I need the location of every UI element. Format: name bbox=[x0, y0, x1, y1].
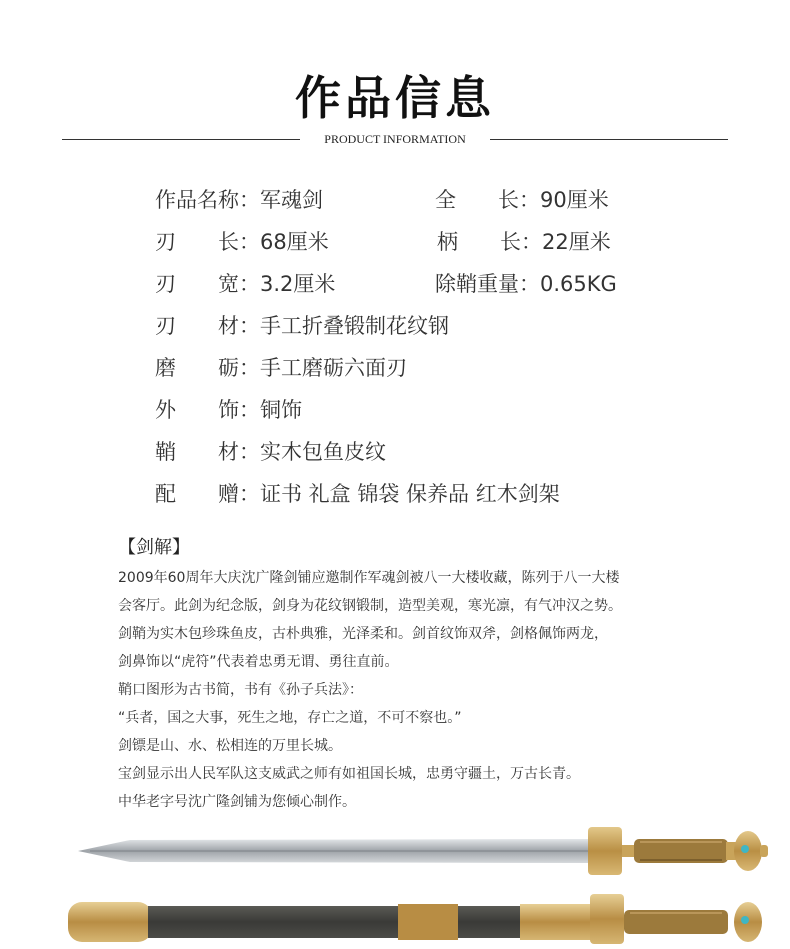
scabbard-locket bbox=[398, 904, 458, 940]
description-line-3: 剑鞘为实木包珍珠鱼皮，古朴典雅，光泽柔和。剑首纹饰双斧，剑格佩饰两龙， bbox=[118, 626, 608, 642]
spec-blade-material: 刃 材：手工折叠锻制花纹钢 bbox=[155, 314, 449, 338]
scabbard-body bbox=[148, 906, 558, 938]
spec-accessories: 配 赠：证书 礼盒 锦袋 保养品 红木剑架 bbox=[155, 482, 560, 506]
scabbard-image bbox=[0, 890, 790, 949]
sword-image bbox=[0, 815, 790, 885]
description-line-8: 宝剑显示出人民军队这支威武之师有如祖国长城，忠勇守疆土，万古长青。 bbox=[118, 766, 580, 782]
spec-handle-length: 柄 长：22厘米 bbox=[437, 230, 611, 254]
description-line-4: 剑鼻饰以“虎符”代表着忠勇无谓、勇往直前。 bbox=[118, 654, 399, 670]
sword-guard bbox=[588, 827, 622, 875]
description-line-1: 2009年60周年大庆沈广隆剑铺应邀制作军魂剑被八一大楼收藏，陈列于八一大楼 bbox=[118, 570, 620, 586]
spec-total-length: 全 长：90厘米 bbox=[435, 188, 609, 212]
description-line-6: “兵者，国之大事，死生之地，存亡之道，不可不察也。” bbox=[118, 710, 462, 726]
page-subtitle: PRODUCT INFORMATION bbox=[324, 132, 466, 146]
page-title: 作品信息 bbox=[295, 71, 495, 125]
spec-blade-width: 刃 宽：3.2厘米 bbox=[155, 272, 336, 296]
description-line-2: 会客厅。此剑为纪念版，剑身为花纹钢锻制，造型美观，寒光凛，有气冲汉之势。 bbox=[118, 598, 622, 614]
title-rule-right bbox=[490, 139, 728, 140]
description-line-7: 剑镖是山、水、松相连的万里长城。 bbox=[118, 738, 342, 754]
description-line-5: 鞘口图形为古书简，书有《孙子兵法》： bbox=[118, 682, 363, 698]
spec-grinding: 磨 砺：手工磨砺六面刃 bbox=[155, 356, 407, 380]
description-line-9: 中华老字号沈广隆剑铺为您倾心制作。 bbox=[118, 794, 356, 810]
spec-blade-length: 刃 长：68厘米 bbox=[155, 230, 329, 254]
spec-weight: 除鞘重量：0.65KG bbox=[435, 272, 617, 296]
spec-name: 作品名称：军魂剑 bbox=[155, 188, 323, 212]
scabbard-chape bbox=[68, 902, 152, 942]
description-heading: 【剑解】 bbox=[118, 537, 190, 558]
spec-decoration: 外 饰：铜饰 bbox=[155, 398, 302, 422]
spec-scabbard: 鞘 材：实木包鱼皮纹 bbox=[155, 440, 386, 464]
